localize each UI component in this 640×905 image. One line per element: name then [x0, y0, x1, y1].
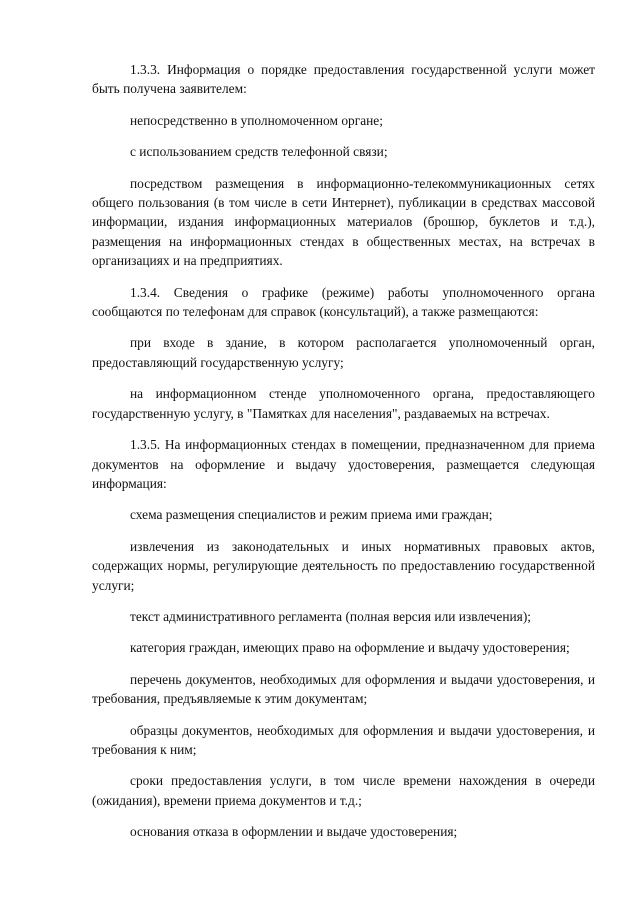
- paragraph-item: основания отказа в оформлении и выдаче удостоверения;: [130, 824, 458, 840]
- paragraph-item: извлечения из законодательных и иных нормативных правовых актов, содержащих нормы, регулирующие деятельность по предоставлению государственной услуги;: [92, 538, 595, 593]
- paragraph-item: текст административного регламента (полная версия или извлечения);: [130, 608, 532, 624]
- document-page: [92, 60, 595, 854]
- paragraph-item: категория граждан, имеющих право на оформление и выдачу удостоверения;: [130, 640, 570, 656]
- paragraph-item: образцы документов, необходимых для оформления и выдачи удостоверения, и требования к ним;: [92, 722, 595, 757]
- paragraph-item: при входе в здание, в котором располагается уполномоченный орган, предоставляющий государственную услугу;: [92, 335, 595, 370]
- paragraph-item: посредством размещения в информационно-телекоммуникационных сетях общего пользования (в том числе в сети Интернет), публикации в средствах массовой информации, издания информационных материалов (брошюр, буклетов и т.д.), размещения на информационных стендах в общественных местах, на встречах в организациях и на предприятиях.: [92, 175, 595, 269]
- paragraph-1-3-5: 1.3.5. На информационных стендах в помещении, предназначенном для приема документов на оформление и выдачу удостоверения, размещается следующая информация:: [92, 437, 595, 491]
- paragraph-item: схема размещения специалистов и режим приема ими граждан;: [130, 507, 493, 523]
- paragraph-item: с использованием средств телефонной связи;: [130, 144, 388, 160]
- paragraph-item: непосредственно в уполномоченном органе;: [130, 112, 383, 128]
- paragraph-1-3-3: 1.3.3. Информация о порядке предоставления государственной услуги может быть получена заявителем:: [92, 62, 595, 97]
- paragraph-item: на информационном стенде уполномоченного органа, предоставляющего государственную услугу, в "Памятках для населения", раздаваемых на встречах.: [92, 386, 595, 421]
- paragraph-item: сроки предоставления услуги, в том числе времени нахождения в очереди (ожидания), времени приема документов и т.д.;: [92, 773, 595, 808]
- paragraph-1-3-4: 1.3.4. Сведения о графике (режиме) работы уполномоченного органа сообщаются по телефонам для справок (консультаций), а также размещаются:: [92, 284, 595, 320]
- paragraph-item: перечень документов, необходимых для оформления и выдачи удостоверения, и требования, предъявляемые к этим документам;: [92, 671, 595, 707]
